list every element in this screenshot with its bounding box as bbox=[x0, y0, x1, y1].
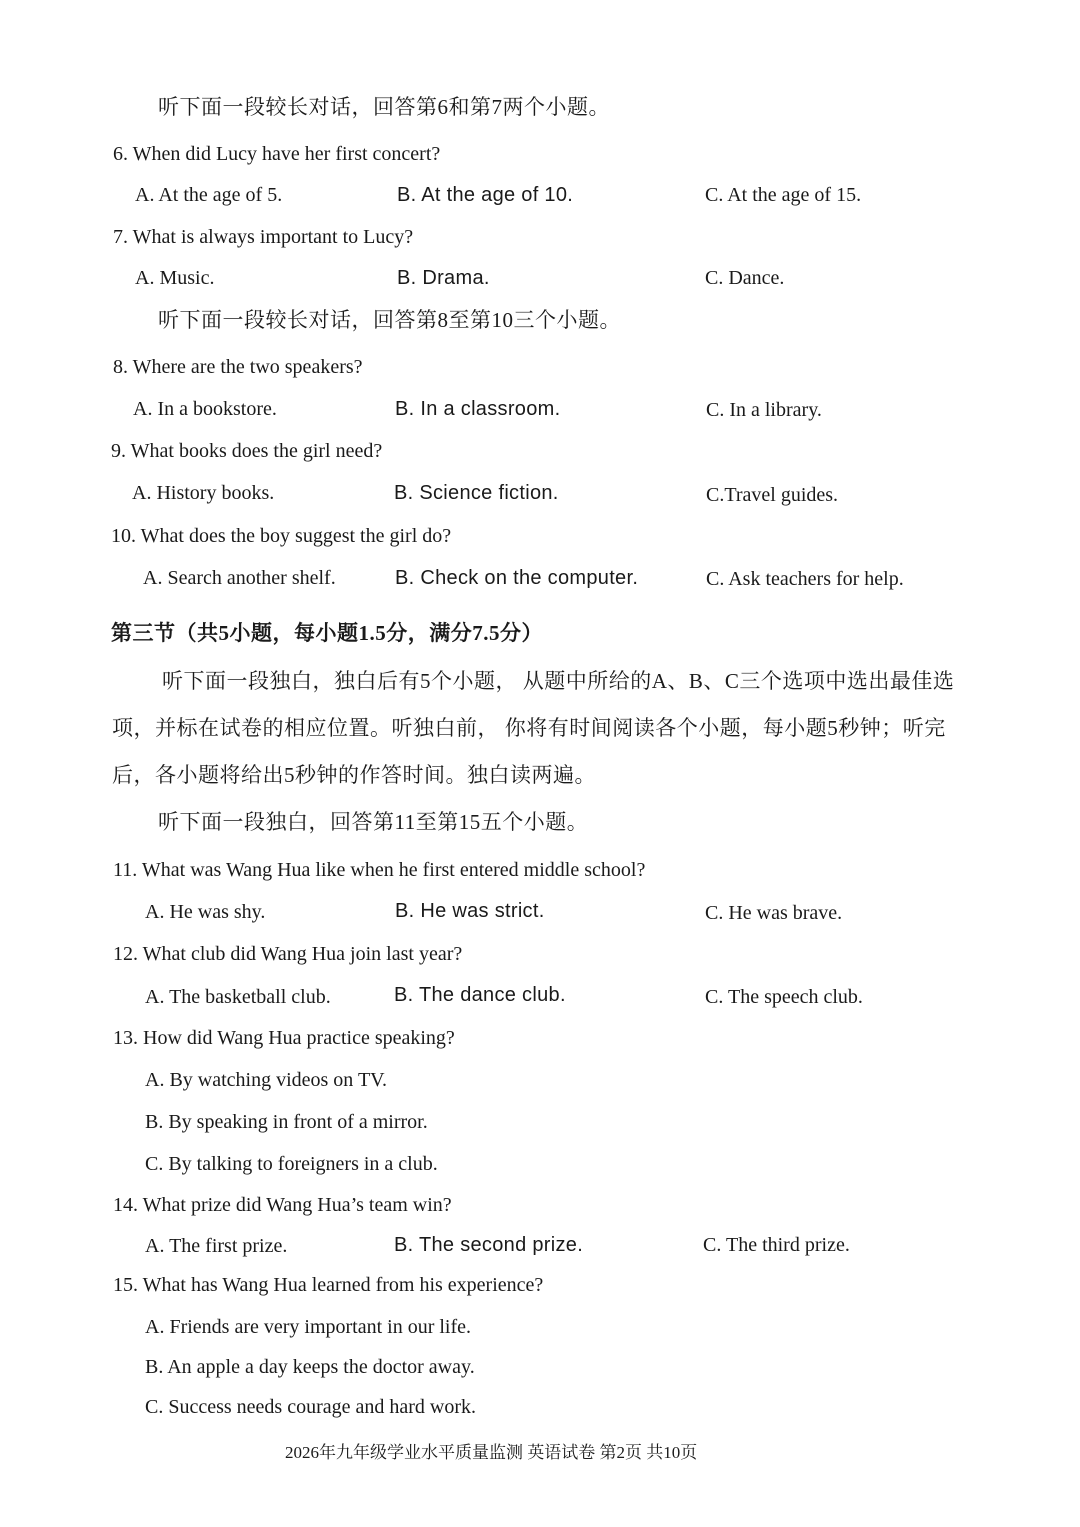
question-10-option-a: A. Search another shelf. bbox=[143, 567, 336, 589]
question-15-option-b: B. An apple a day keeps the doctor away. bbox=[145, 1356, 475, 1378]
question-6-option-c: C. At the age of 15. bbox=[705, 184, 862, 206]
question-14-option-c: C. The third prize. bbox=[703, 1234, 850, 1256]
question-7-stem: 7. What is always important to Lucy? bbox=[113, 226, 414, 248]
question-14-option-b: B. The second prize. bbox=[394, 1234, 584, 1256]
question-9-option-a: A. History books. bbox=[132, 482, 275, 504]
question-13-option-c: C. By talking to foreigners in a club. bbox=[145, 1153, 438, 1175]
question-13-option-a: A. By watching videos on TV. bbox=[145, 1069, 388, 1091]
question-8-option-a: A. In a bookstore. bbox=[133, 398, 277, 420]
question-14-option-a: A. The first prize. bbox=[145, 1235, 288, 1257]
question-7-option-a: A. Music. bbox=[135, 267, 215, 289]
section-3-desc-line-1: 听下面一段独白，独白后有5个小题， 从题中所给的A、B、C三个选项中选出最佳选 bbox=[162, 669, 955, 693]
question-13-stem: 13. How did Wang Hua practice speaking? bbox=[113, 1027, 455, 1049]
question-8-option-c: C. In a library. bbox=[706, 399, 822, 421]
question-6-stem: 6. When did Lucy have her first concert? bbox=[113, 143, 441, 165]
section-3-desc-line-3: 后，各小题将给出5秒钟的作答时间。独白读两遍。 bbox=[112, 763, 596, 787]
question-9-option-c: C.Travel guides. bbox=[706, 484, 839, 506]
question-13-option-b: B. By speaking in front of a mirror. bbox=[145, 1111, 428, 1133]
question-9-stem: 9. What books does the girl need? bbox=[111, 440, 383, 462]
question-12-stem: 12. What club did Wang Hua join last year? bbox=[113, 943, 463, 965]
section-3-desc-line-2: 项，并标在试卷的相应位置。听独白前， 你将有时间阅读各个小题，每小题5秒钟；听完 bbox=[112, 716, 946, 740]
question-14-stem: 14. What prize did Wang Hua’s team win? bbox=[113, 1194, 452, 1216]
instruction-q8-10: 听下面一段较长对话，回答第8至第10三个小题。 bbox=[158, 308, 621, 332]
question-15-option-c: C. Success needs courage and hard work. bbox=[145, 1396, 477, 1418]
question-15-option-a: A. Friends are very important in our life. bbox=[145, 1316, 472, 1338]
question-10-option-b: B. Check on the computer. bbox=[395, 567, 639, 589]
question-6-option-b: B. At the age of 10. bbox=[397, 184, 574, 206]
question-12-option-a: A. The basketball club. bbox=[145, 986, 331, 1008]
question-9-option-b: B. Science fiction. bbox=[394, 482, 559, 504]
question-8-stem: 8. Where are the two speakers? bbox=[113, 356, 363, 378]
question-11-option-c: C. He was brave. bbox=[705, 902, 843, 924]
page-footer: 2026年九年级学业水平质量监测 英语试卷 第2页 共10页 bbox=[285, 1443, 698, 1462]
instruction-q11-15: 听下面一段独白，回答第11至第15五个小题。 bbox=[158, 810, 589, 834]
question-11-option-a: A. He was shy. bbox=[145, 901, 266, 923]
question-7-option-c: C. Dance. bbox=[705, 267, 785, 289]
question-7-option-b: B. Drama. bbox=[397, 267, 490, 289]
question-10-stem: 10. What does the boy suggest the girl do? bbox=[111, 525, 452, 547]
section-3-title: 第三节（共5小题，每小题1.5分，满分7.5分） bbox=[111, 621, 543, 645]
question-12-option-b: B. The dance club. bbox=[394, 984, 566, 1006]
instruction-q6-7: 听下面一段较长对话，回答第6和第7两个小题。 bbox=[158, 95, 610, 119]
question-15-stem: 15. What has Wang Hua learned from his experience? bbox=[113, 1274, 544, 1296]
question-6-option-a: A. At the age of 5. bbox=[135, 184, 283, 206]
question-11-stem: 11. What was Wang Hua like when he first entered middle school? bbox=[113, 859, 646, 881]
question-10-option-c: C. Ask teachers for help. bbox=[706, 568, 904, 590]
question-8-option-b: B. In a classroom. bbox=[395, 398, 561, 420]
question-11-option-b: B. He was strict. bbox=[395, 900, 545, 922]
question-12-option-c: C. The speech club. bbox=[705, 986, 863, 1008]
